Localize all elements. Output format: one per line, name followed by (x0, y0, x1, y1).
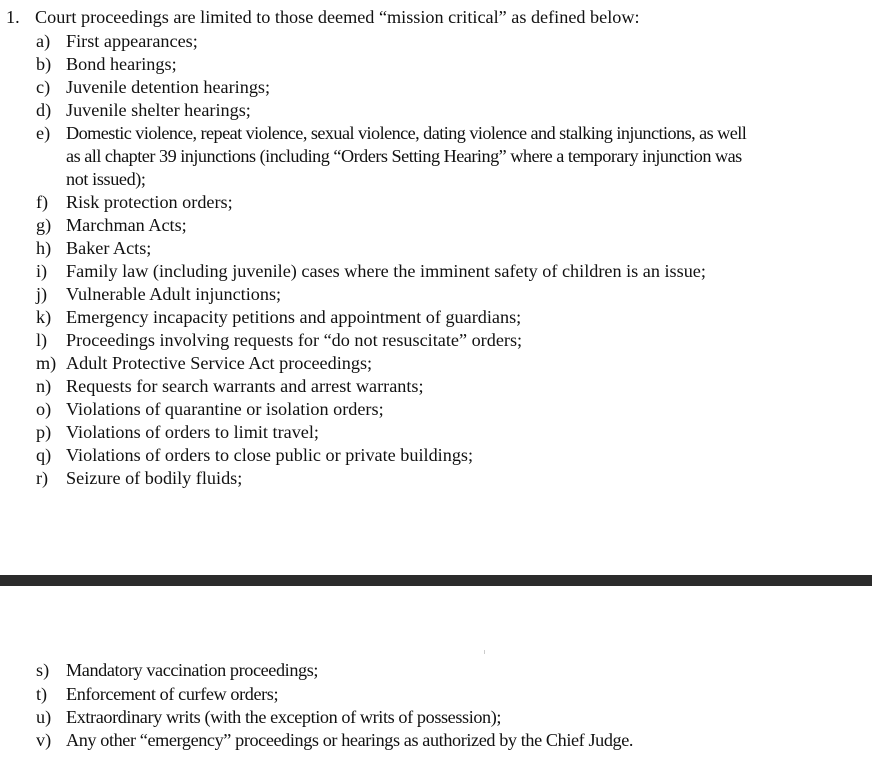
item-label: a) (36, 31, 51, 51)
item-label: l) (36, 330, 48, 350)
item-label: t) (36, 684, 48, 704)
item-text: Marchman Acts; (66, 215, 187, 235)
item-label: m) (36, 353, 57, 373)
item-label: c) (36, 77, 51, 97)
item-label: i) (36, 261, 48, 281)
item-text: Risk protection orders; (66, 192, 233, 212)
item-label: f) (36, 192, 49, 212)
item-label: p) (36, 422, 52, 442)
intro-text: Court proceedings are limited to those deemed “mission critical” as defined below: (35, 7, 640, 27)
item-label: r) (36, 468, 49, 488)
item-text-line-1: Domestic violence, repeat violence, sexual violence, dating violence and stalking injunctions, as well (66, 123, 747, 143)
item-text: Vulnerable Adult injunctions; (66, 284, 282, 304)
item-text: Violations of orders to close public or private buildings; (66, 445, 474, 465)
item-text: Family law (including juvenile) cases where the imminent safety of children is an issue; (66, 261, 706, 281)
item-text: Adult Protective Service Act proceedings; (66, 353, 373, 373)
item-text: Juvenile detention hearings; (66, 77, 271, 97)
item-label: v) (36, 730, 52, 750)
item-label: d) (36, 100, 52, 120)
item-label: n) (36, 376, 52, 396)
item-text: Violations of orders to limit travel; (66, 422, 319, 442)
item-label: u) (36, 707, 52, 727)
item-label: h) (36, 238, 52, 258)
item-text: Bond hearings; (66, 54, 177, 74)
item-text: Baker Acts; (66, 238, 152, 258)
item-text: Violations of quarantine or isolation orders; (66, 399, 384, 419)
scan-artifact (484, 650, 485, 654)
item-text: Seizure of bodily fluids; (66, 468, 243, 488)
item-text: Juvenile shelter hearings; (66, 100, 251, 120)
item-text-line-3: not issued); (66, 169, 146, 189)
item-text: Extraordinary writs (with the exception of writs of possession); (66, 707, 502, 727)
item-label: q) (36, 445, 52, 465)
item-text: First appearances; (66, 31, 198, 51)
item-text: Enforcement of curfew orders; (66, 684, 279, 704)
page-break-divider (0, 575, 872, 586)
item-text: Emergency incapacity petitions and appointment of guardians; (66, 307, 522, 327)
item-label: o) (36, 399, 52, 419)
item-label: b) (36, 54, 52, 74)
item-label: g) (36, 215, 52, 235)
intro-number: 1. (6, 7, 20, 27)
item-text: Mandatory vaccination proceedings; (66, 660, 319, 680)
item-text: Requests for search warrants and arrest warrants; (66, 376, 424, 396)
item-text-line-2: as all chapter 39 injunctions (including “Orders Setting Hearing” where a temporary injunction was (66, 146, 742, 166)
item-text: Any other “emergency” proceedings or hearings as authorized by the Chief Judge. (66, 730, 634, 750)
item-text: Proceedings involving requests for “do not resuscitate” orders; (66, 330, 523, 350)
item-label: j) (36, 284, 48, 304)
item-label: k) (36, 307, 52, 327)
item-label: e) (36, 123, 51, 143)
item-label: s) (36, 660, 50, 680)
